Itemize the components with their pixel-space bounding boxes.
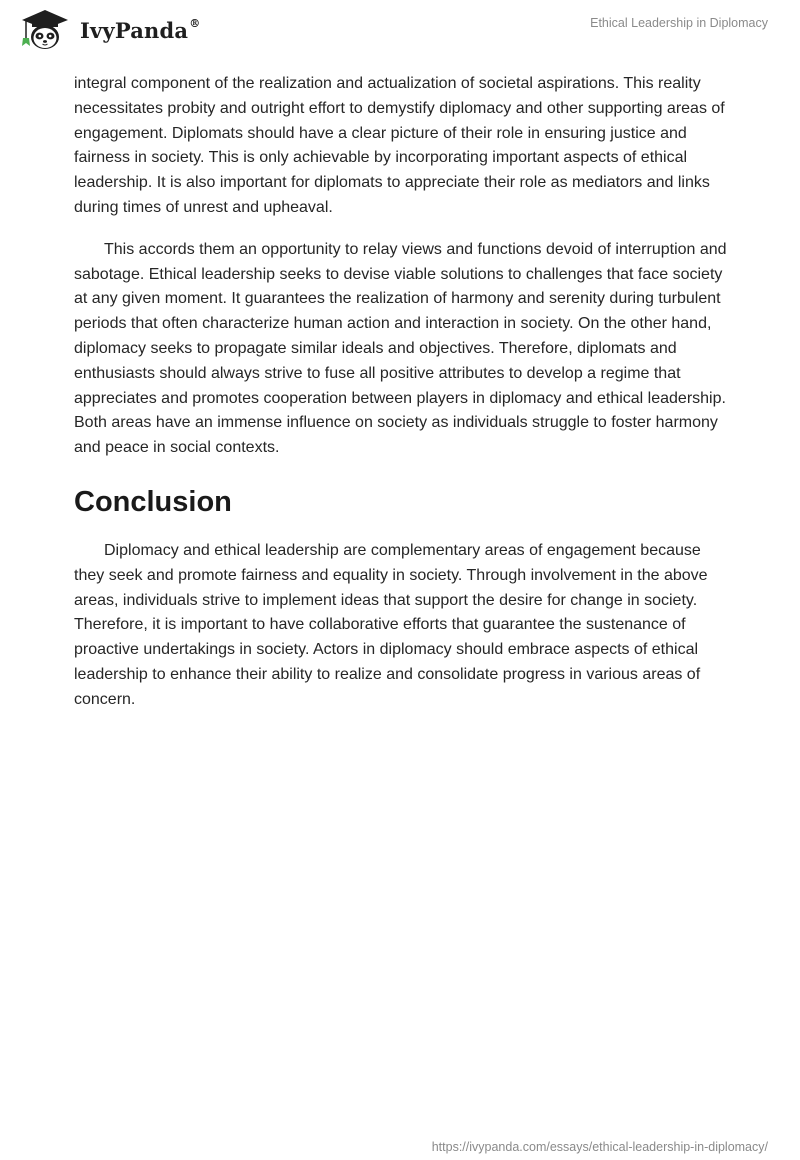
body-paragraph: integral component of the realization and actualization of societal aspirations. This reality necessitates probity and outright effort to demystify diplomacy and other supporting areas of engagement. Diplomats should have a clear picture of their role in ensuring justice and fairness in society. This is only achievable by incorporating important aspects of ethical leadership. It is also important for diplomats to appreciate their role as mediators and links during times of unrest and upheaval. [74, 75, 725, 216]
page-header [0, 0, 800, 70]
brand-name: IvyPanda® [80, 16, 201, 43]
conclusion-paragraph: Diplomacy and ethical leadership are complementary areas of engagement because they seek and promote fairness and equality in society. Through involvement in the above areas, individuals strive to implement ideas that support the desire for change in society. Therefore, it is important to have collaborative efforts that guarantee the sustenance of proactive undertakings in society. Actors in diplomacy should embrace aspects of ethical leadership to enhance their ability to realize and consolidate progress in various areas of concern. [74, 541, 708, 708]
ivypanda-logo[interactable] [16, 8, 200, 50]
registered-mark: ® [189, 16, 201, 30]
body-paragraph: This accords them an opportunity to relay views and functions devoid of interruption and sabotage. Ethical leadership seeks to devise viable solutions to challenges that face society at any given moment. It guarantees the realization of harmony and serenity during turbulent periods that often characterize human action and interaction in society. On the other hand, diplomacy seeks to propagate similar ideals and objectives. Therefore, diplomats and enthusiasts should always strive to fuse all positive attributes to develop a regime that appreciates and promotes cooperation between players in diplomacy and ethical leadership. Both areas have an immense influence on society as individuals struggle to foster harmony and peace in social contexts. [74, 240, 727, 457]
essay-content [74, 72, 734, 713]
source-url[interactable]: https://ivypanda.com/essays/ethical-leadership-in-diplomacy/ [431, 1140, 768, 1154]
panda-graduate-icon [16, 8, 74, 50]
document-title: Ethical Leadership in Diplomacy [590, 16, 768, 30]
conclusion-heading: Conclusion [74, 485, 232, 518]
